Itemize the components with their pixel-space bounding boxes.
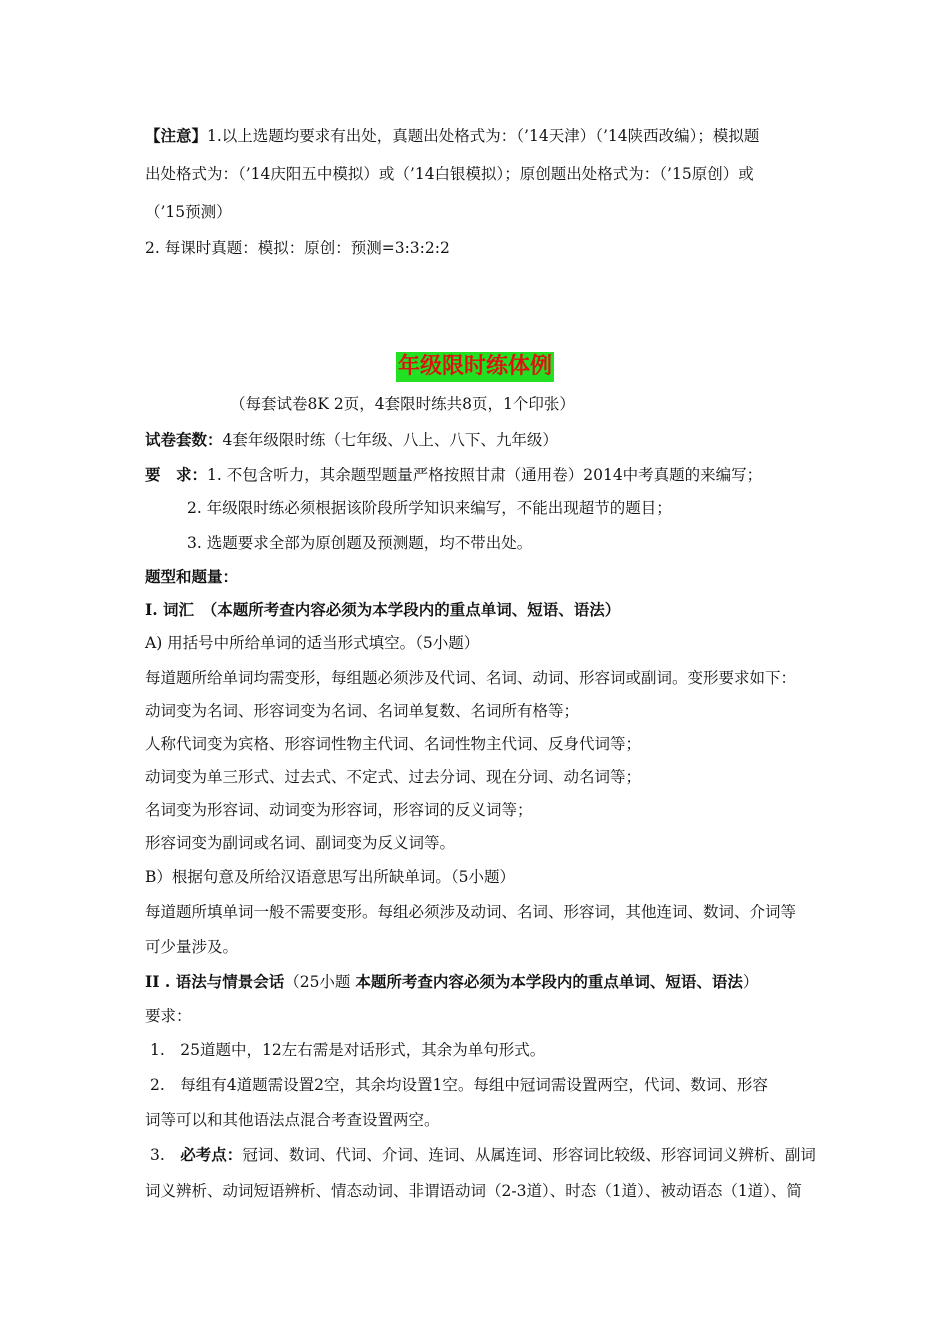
part1-b: B）根据句意及所给汉语意思写出所缺单词。（5小题） [145,868,516,886]
part2-heading-title: II . 语法与情景会话 [145,972,285,991]
part2-requirement-label: 要求： [145,1007,192,1025]
requirement-line-3: 3. 选题要求全部为原创题及预测题，均不带出处。 [187,534,533,552]
section-title-wrap [0,352,950,382]
notice-line-2: 出处格式为：（’14庆阳五中模拟）或（’14白银模拟）；原创题出处格式为：（’15原创）或 [145,165,754,183]
requirement-line-1 [145,465,815,485]
part1-a-item: 动词变为单三形式、过去式、不定式、过去分词、现在分词、动名词等； [145,768,642,786]
sets-line [145,430,815,450]
requirement-label: 要 求： [145,465,208,484]
notice-text-1: 1.以上选题均要求有出处，真题出处格式为：（’14天津）（’14陕西改编）；模拟题 [207,127,760,145]
part2-item-3-text: 冠词、数词、代词、介词、连词、从属连词、形容词比较级、形容词词义辨析、副词 [242,1146,816,1164]
sets-text: 4套年级限时练（七年级、八上、八下、九年级） [222,431,558,449]
part2-item-3-label: 必考点： [180,1145,243,1164]
part2-heading [145,972,815,992]
part2-item-2a: 2. 每组有4道题需设置2空，其余均设置1空。每组中冠词需设置两空，代词、数词、形容 [150,1076,768,1094]
notice-line-4: 2. 每课时真题：模拟：原创：预测=3:3:2:2 [145,239,450,257]
notice-label: 【注意】 [145,126,208,145]
part2-item-2b: 词等可以和其他语法点混合考查设置两空。 [145,1111,440,1129]
types-heading: 题型和题量： [145,567,239,586]
part2-heading-end: ） [742,973,759,991]
section-title: 年级限时练体例 [396,352,554,382]
part1-a-item: 动词变为名词、形容词变为名词、名词单复数、名词所有格等； [145,702,580,720]
notice-line-1 [145,126,815,146]
part1-a-item: 人称代词变为宾格、形容词性物主代词、名词性物主代词、反身代词等； [145,735,642,753]
section-subtitle: （每套试卷8K 2页，4套限时练共8页，1个印张） [230,395,575,413]
requirement-text-1: 1. 不包含听力，其余题型题量严格按照甘肃（通用卷）2014中考真题的来编写； [207,466,763,484]
part2-heading-note: 本题所考查内容必须为本学段内的重点单词、短语、语法 [355,972,743,991]
part1-a: A) 用括号中所给单词的适当形式填空。（5小题） [145,634,480,652]
part2-item-3-number: 3. [150,1146,181,1164]
notice-line-3: （’15预测） [145,203,232,221]
part2-item-3b: 词义辨析、动词短语辨析、情态动词、非谓语动词（2-3道）、时态（1道）、被动语态（1道）、简 [145,1182,802,1200]
part1-heading: Ⅰ. 词汇 （本题所考查内容必须为本学段内的重点单词、短语、语法） [145,600,621,619]
part2-item-1: 1. 25道题中，12左右需是对话形式，其余为单句形式。 [150,1041,546,1059]
part2-heading-count: （25小题 [284,973,356,991]
part2-item-3 [150,1145,820,1165]
sets-label: 试卷套数： [145,430,223,449]
requirement-line-2: 2. 年级限时练必须根据该阶段所学知识来编写，不能出现超节的题目； [187,499,672,517]
part1-a-item: 名词变为形容词、动词变为形容词，形容词的反义词等； [145,801,533,819]
part1-a-description: 每道题所给单词均需变形，每组题必须涉及代词、名词、动词、形容词或副词。变形要求如下： [145,669,797,687]
part1-a-item: 形容词变为副词或名词、副词变为反义词等。 [145,834,456,852]
part1-b-description-2: 可少量涉及。 [145,938,239,956]
part1-b-description-1: 每道题所填单词一般不需要变形。每组必须涉及动词、名词、形容词，其他连词、数词、介词等 [145,903,797,921]
